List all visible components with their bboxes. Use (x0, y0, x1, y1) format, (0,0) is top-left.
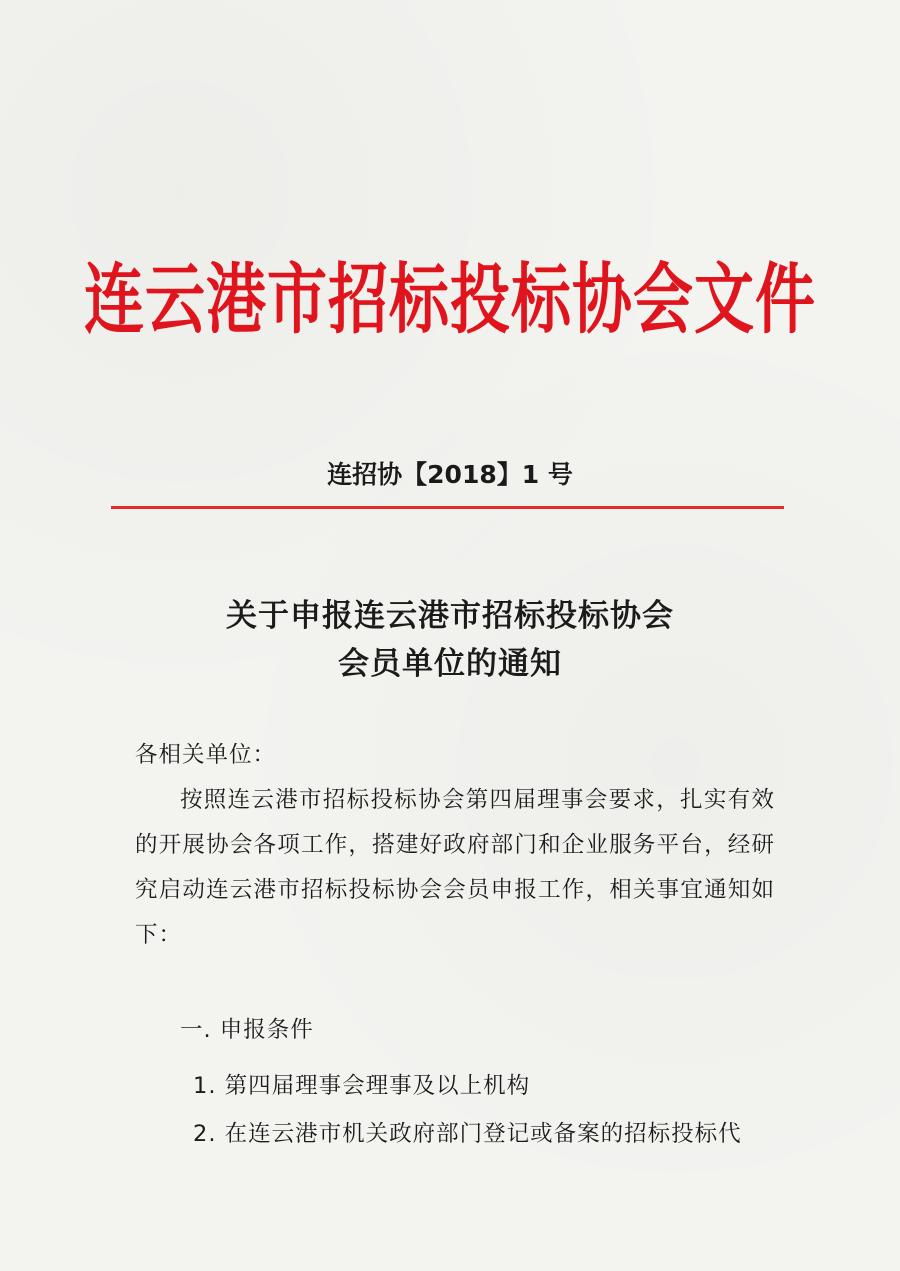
condition-item: 2. 在连云港市机关政府部门登记或备案的招标投标代 (193, 1121, 742, 1147)
notice-body (135, 733, 775, 958)
notice-title (0, 592, 900, 688)
salutation: 各相关单位： (135, 742, 277, 768)
condition-item: 1. 第四届理事会理事及以上机构 (193, 1073, 531, 1099)
letterhead-title: 连云港市招标投标协会文件 (84, 255, 816, 346)
notice-title-line-1: 关于申报连云港市招标投标协会 (226, 598, 674, 634)
section-heading: 一. 申报条件 (180, 1017, 314, 1043)
document-number: 连招协【2018】1 号 (327, 460, 573, 489)
notice-title-line-2: 会员单位的通知 (338, 646, 562, 682)
intro-paragraph: 按照连云港市招标投标协会第四届理事会要求，扎实有效的开展协会各项工作，搭建好政府部门和企业服务平台，经研究启动连云港市招标投标协会会员申报工作，相关事宜通知如下： (135, 787, 775, 948)
red-divider (111, 506, 784, 509)
